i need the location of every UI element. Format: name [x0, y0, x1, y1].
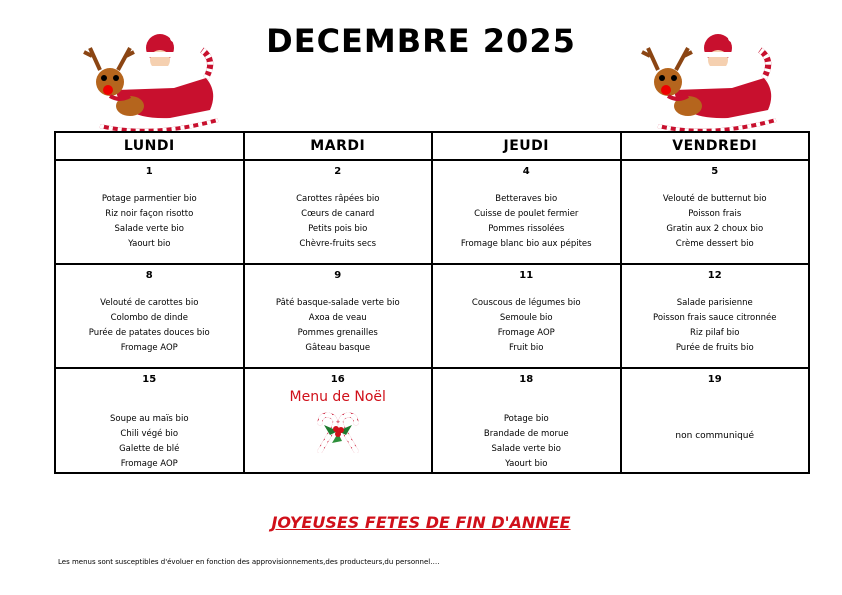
- day-number: 16: [330, 374, 345, 385]
- menu-item: Yaourt bio: [505, 459, 548, 469]
- menu-item: Soupe au maïs bio: [109, 414, 189, 424]
- menu-item: Fromage AOP: [497, 328, 555, 338]
- day-number: 2: [334, 166, 342, 177]
- day-cell: [621, 368, 810, 473]
- day-cell: [432, 160, 621, 264]
- menu-item: Petits pois bio: [308, 224, 368, 234]
- menu-item: Pâté basque-salade verte bio: [275, 298, 400, 308]
- menu-item: Axoa de veau: [308, 313, 367, 323]
- week-row: [55, 368, 809, 473]
- menu-item: Poisson frais: [688, 209, 742, 219]
- menu-item: Fruit bio: [508, 343, 544, 353]
- day-number: 18: [519, 374, 534, 385]
- not-communicated-note: non communiqué: [675, 431, 755, 441]
- week-row: [55, 160, 809, 264]
- menu-item: Chili végé bio: [120, 429, 179, 439]
- menu-item: Gratin aux 2 choux bio: [666, 224, 764, 234]
- menu-item: Colombo de dinde: [110, 313, 188, 323]
- menu-item: Riz noir façon risotto: [105, 209, 194, 219]
- menu-item: Salade verte bio: [114, 224, 184, 234]
- menu-item: Chèvre-fruits secs: [299, 239, 377, 249]
- day-cell-christmas: [244, 368, 433, 473]
- day-cell: [432, 264, 621, 368]
- page-title: DECEMBRE 2025: [266, 22, 576, 60]
- menu-item: Pommes grenailles: [297, 328, 378, 338]
- menu-item: Purée de patates douces bio: [88, 328, 210, 338]
- santa-sleigh-icon: [78, 30, 228, 134]
- disclaimer-note: Les menus sont susceptibles d'évoluer en fonction des approvisionnements,des producteurs,du personnel….: [58, 558, 440, 566]
- column-header-jeudi: JEUDI: [432, 132, 621, 160]
- day-cell: [55, 368, 244, 473]
- menu-item: Pommes rissolées: [488, 224, 565, 234]
- day-cell: [55, 160, 244, 264]
- menu-item: Cuisse de poulet fermier: [474, 209, 579, 219]
- day-cell: [432, 368, 621, 473]
- menu-item: Crème dessert bio: [675, 239, 754, 249]
- day-number: 5: [711, 166, 719, 177]
- day-number: 15: [142, 374, 157, 385]
- holiday-greeting: JOYEUSES FETES DE FIN D'ANNEE: [271, 513, 571, 532]
- day-number: 9: [334, 270, 342, 281]
- day-cell: [244, 264, 433, 368]
- day-number: 11: [519, 270, 534, 281]
- day-number: 1: [145, 166, 153, 177]
- menu-item: Cœurs de canard: [301, 209, 375, 219]
- day-number: 12: [707, 270, 722, 281]
- menu-item: Semoule bio: [499, 313, 553, 323]
- menu-item: Couscous de légumes bio: [471, 298, 581, 308]
- day-cell: [621, 264, 810, 368]
- menu-item: Fromage AOP: [120, 459, 178, 469]
- menu-item: Fromage blanc bio aux pépites: [460, 239, 592, 249]
- day-cell: [244, 160, 433, 264]
- menu-item: Velouté de carottes bio: [100, 298, 199, 308]
- menu-item: Potage bio: [503, 414, 549, 424]
- santa-sleigh-icon: [636, 30, 786, 134]
- menu-item: Purée de fruits bio: [675, 343, 754, 353]
- day-number: 19: [707, 374, 722, 385]
- column-header-vendredi: VENDREDI: [621, 132, 810, 160]
- menu-item: Galette de blé: [119, 444, 180, 454]
- day-cell: [621, 160, 810, 264]
- header-row: [55, 132, 809, 160]
- day-number: 4: [522, 166, 530, 177]
- week-row: [55, 264, 809, 368]
- menu-item: Betteraves bio: [495, 194, 558, 204]
- menu-item: Gâteau basque: [305, 343, 371, 353]
- menu-table: [54, 131, 810, 474]
- day-cell: [55, 264, 244, 368]
- menu-item: Velouté de butternut bio: [662, 194, 767, 204]
- menu-item: Poisson frais sauce citronnée: [653, 313, 777, 323]
- menu-item: Potage parmentier bio: [101, 194, 197, 204]
- column-header-mardi: MARDI: [244, 132, 433, 160]
- menu-item: Brandade de morue: [483, 429, 569, 439]
- menu-item: Riz pilaf bio: [690, 328, 740, 338]
- menu-item: Fromage AOP: [120, 343, 178, 353]
- menu-item: Carottes râpées bio: [296, 194, 380, 204]
- day-number: 8: [145, 270, 153, 281]
- menu-item: Salade verte bio: [491, 444, 561, 454]
- christmas-menu-title: Menu de Noël: [289, 389, 386, 405]
- menu-item: Yaourt bio: [128, 239, 171, 249]
- menu-item: Salade parisienne: [676, 298, 753, 308]
- candy-cane-holly-icon: [308, 407, 368, 453]
- column-header-lundi: LUNDI: [55, 132, 244, 160]
